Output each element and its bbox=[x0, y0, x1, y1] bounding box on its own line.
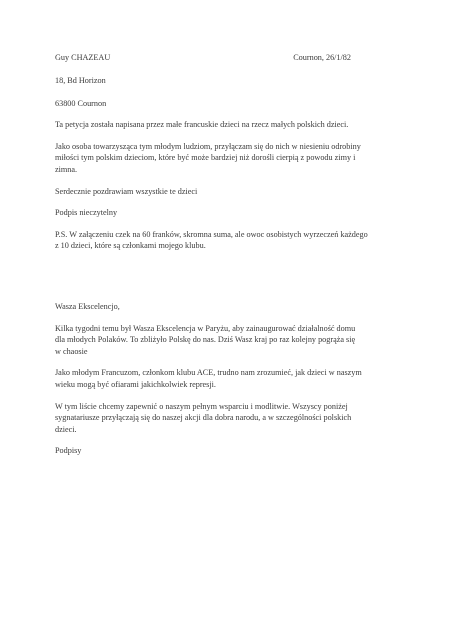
letter2-paragraph-3-line: dzieci. bbox=[55, 424, 77, 434]
postscript-line: z 10 dzieci, które są członkami mojego klubu. bbox=[55, 241, 206, 251]
letter-header bbox=[55, 52, 373, 64]
address-line-2: 63800 Cournon bbox=[55, 98, 107, 108]
sender-name: Guy CHAZEAU bbox=[55, 53, 111, 62]
postscript bbox=[55, 229, 373, 252]
letter1-paragraph-2 bbox=[55, 141, 373, 176]
letter1-paragraph-2-line: miłości tym polskim dzieciom, które być może bardziej niż dorośli cierpią z powodu zimy i bbox=[55, 153, 356, 163]
letter2-paragraph-2-line: Jako młodym Francuzom, członkom klubu ACE, trudno nam zrozumieć, jak dzieci w naszym bbox=[55, 368, 362, 378]
letter1-greeting: Serdecznie pozdrawiam wszystkie te dzieci bbox=[55, 186, 198, 196]
letter2-paragraph-2 bbox=[55, 367, 373, 390]
document-content bbox=[55, 52, 373, 457]
letter2-paragraph-1-line: dla młodych Polaków. To zbliżyło Polskę do nas. Dziś Wasz kraj po raz kolejny pogrąża się bbox=[55, 335, 356, 345]
letter2-paragraph-1-line: w chaosie bbox=[55, 346, 88, 356]
letter2-salutation: Wasza Ekscelencjo, bbox=[55, 301, 120, 311]
signature-note: Podpis nieczytelny bbox=[55, 208, 118, 218]
place-date: Cournon, 26/1/82 bbox=[293, 53, 351, 62]
letter2-paragraph-3-line: sygnatariusze przyłączają się do naszej akcji dla dobra narodu, a w szczególności polskich bbox=[55, 413, 352, 423]
letter1-paragraph-2-line: zimna. bbox=[55, 164, 78, 174]
letter1-paragraph-2-line: Jako osoba towarzysząca tym młodym ludziom, przyłączam się do nich w niesieniu odrobiny bbox=[55, 141, 361, 151]
letter1-paragraph-1: Ta petycja została napisana przez małe francuskie dzieci na rzecz małych polskich dzieci. bbox=[55, 120, 349, 130]
letter2-paragraph-3 bbox=[55, 401, 373, 436]
letter2-paragraph-1-line: Kilka tygodni temu był Wasza Ekscelencja w Paryżu, aby zainaugurować działalność domu bbox=[55, 323, 356, 333]
letter2-closing: Podpisy bbox=[55, 446, 82, 456]
address-line-1: 18, Bd Horizon bbox=[55, 76, 106, 85]
letter2-paragraph-1 bbox=[55, 323, 373, 358]
letter2-paragraph-3-line: W tym liście chcemy zapewnić o naszym pełnym wsparciu i modlitwie. Wszyscy poniżej bbox=[55, 401, 348, 411]
letter2-paragraph-2-line: wieku mogą być ofiarami jakichkolwiek represji. bbox=[55, 379, 216, 389]
postscript-line: P.S. W załączeniu czek na 60 franków, skromna suma, ale owoc osobistych wyrzeczeń każdego bbox=[55, 229, 368, 239]
